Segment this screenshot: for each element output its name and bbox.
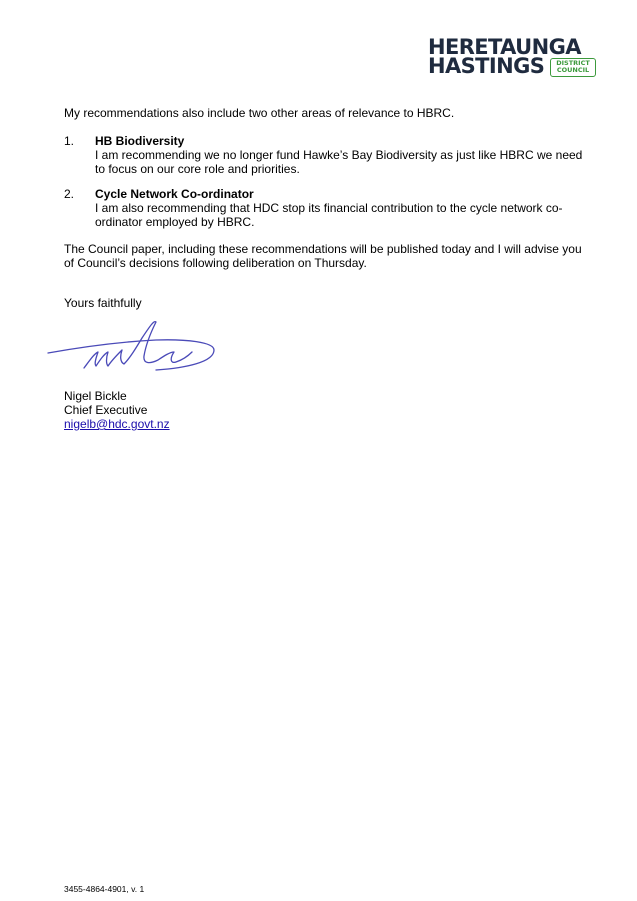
item-2-title: Cycle Network Co-ordinator	[95, 187, 254, 201]
logo-badge-district: DISTRICT	[556, 59, 590, 67]
logo-district-council-badge	[550, 58, 596, 77]
item-1-line-2: to focus on our core role and priorities.	[95, 162, 300, 176]
closing-paragraph-line-1: The Council paper, including these recommendations will be published today and I will advise you	[64, 242, 582, 256]
item-1-number: 1.	[64, 134, 75, 148]
item-2-line-2: ordinator employed by HBRC.	[95, 215, 255, 229]
closing-paragraph-line-2: of Council’s decisions following deliberation on Thursday.	[64, 256, 367, 270]
item-2-line-1: I am also recommending that HDC stop its financial contribution to the cycle network co-	[95, 201, 563, 215]
intro-paragraph: My recommendations also include two other areas of relevance to HBRC.	[64, 106, 455, 120]
logo-heretaunga: HERETAUNGA	[428, 35, 581, 59]
document-reference: 3455-4864-4901, v. 1	[64, 884, 145, 894]
signatory-email-row	[64, 417, 584, 432]
item-1-line-1: I am recommending we no longer fund Hawke’s Bay Biodiversity as just like HBRC we need	[95, 148, 583, 162]
email-link[interactable]: nigelb@hdc.govt.nz	[64, 417, 170, 431]
council-logo	[428, 36, 598, 82]
item-1-title: HB Biodiversity	[95, 134, 185, 148]
logo-badge-council: COUNCIL	[556, 66, 590, 75]
signatory-title: Chief Executive	[64, 403, 148, 417]
signatory-name: Nigel Bickle	[64, 389, 127, 403]
item-2-number: 2.	[64, 187, 75, 201]
logo-hastings: HASTINGS	[428, 54, 545, 78]
handwritten-signature	[46, 318, 218, 376]
signoff: Yours faithfully	[64, 296, 142, 310]
